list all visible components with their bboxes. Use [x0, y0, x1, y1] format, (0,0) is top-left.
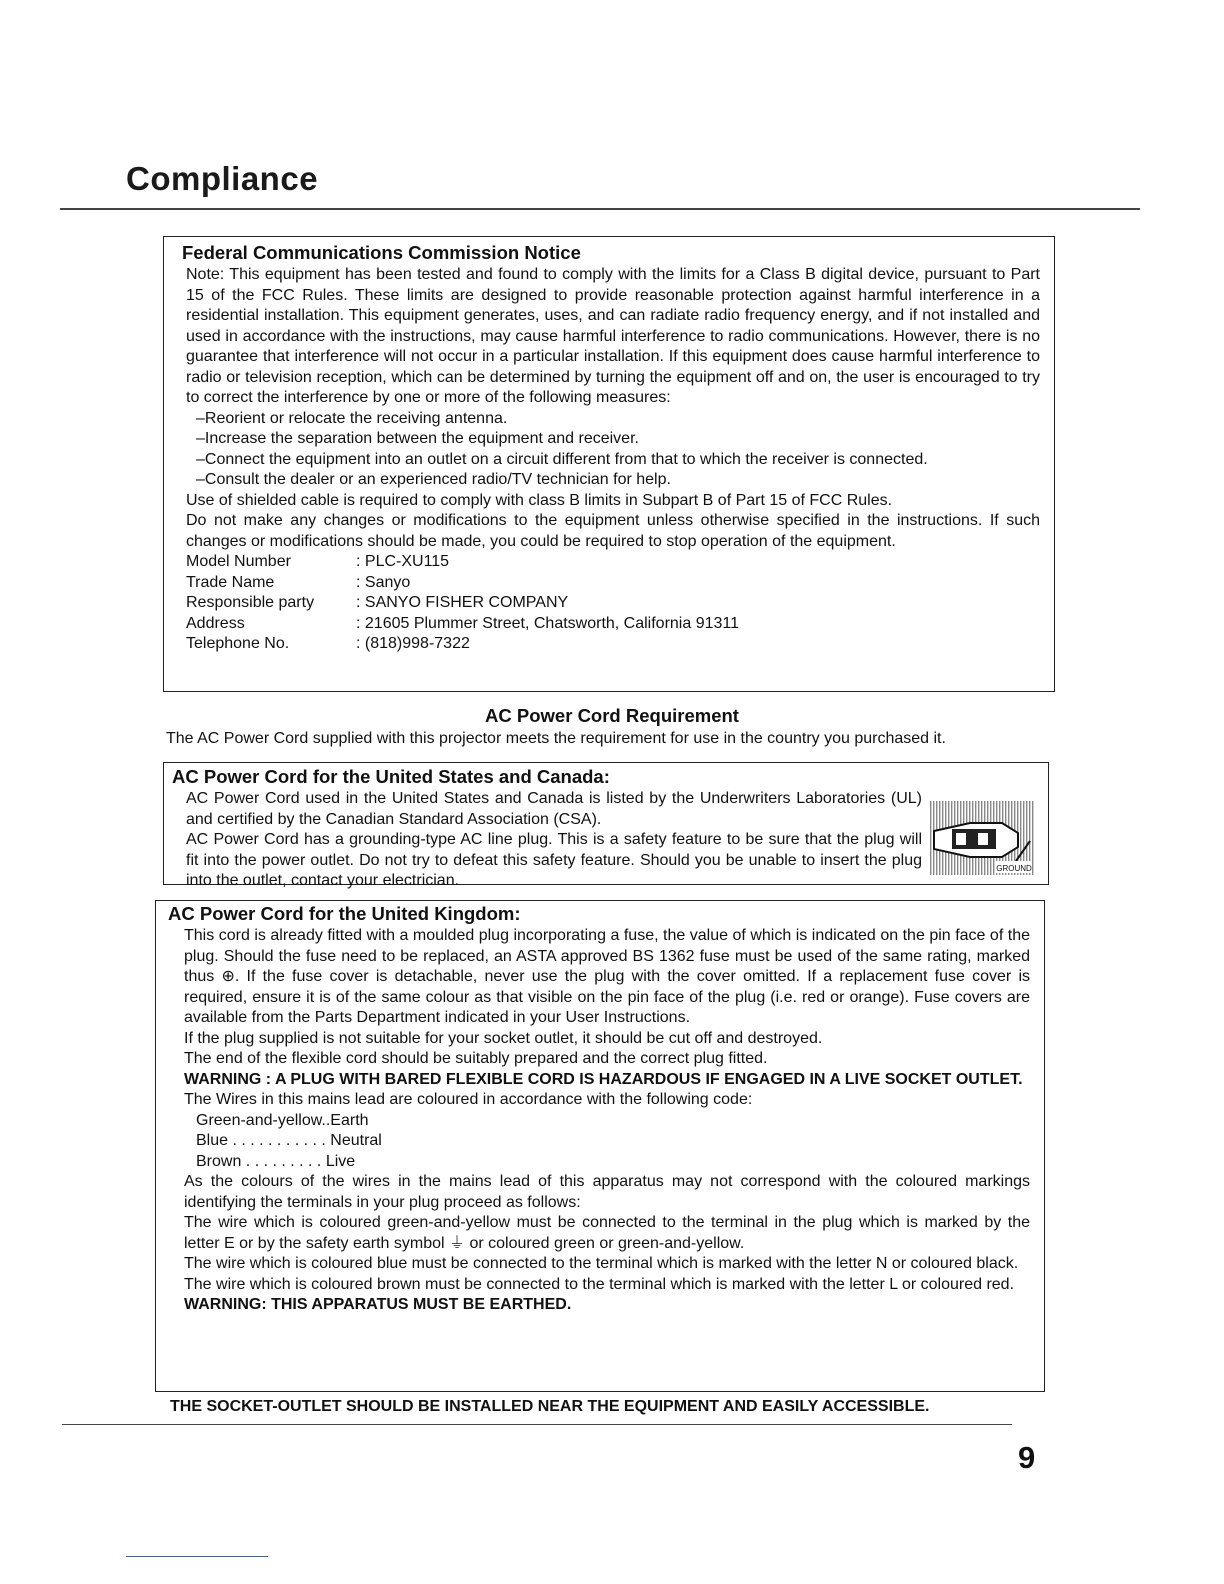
spec-key: Trade Name: [186, 573, 275, 591]
spec-key: Responsible party: [186, 594, 315, 611]
socket-outlet-warning: THE SOCKET-OUTLET SHOULD BE INSTALLED NEAR THE EQUIPMENT AND EASILY ACCESSIBLE.: [170, 1398, 930, 1415]
spec-value: : Sanyo: [356, 573, 411, 591]
fcc-measure: –Increase the separation between the equipment and receiver.: [196, 430, 639, 447]
uk-fuse-info: This cord is already fitted with a moulded plug incorporating a fuse, the value of which is indicated on the pin face of the plug. Should the fuse need to be replaced, an ASTA approved BS 1362 fuse must be used of the same rating, marked thus ⊕. If the fuse cover is detachable, never use the plug with the cover omitted. If a replacement fuse cover is required, ensure it is of the same colour as that visible on the pin face of the plug (i.e. red or orange). Fuse covers are available from the Parts Department indicated in your User Instructions.: [184, 927, 1030, 1026]
spec-key: Telephone No.: [186, 635, 290, 652]
footer-divider: [62, 1424, 1012, 1425]
fcc-title: Federal Communications Commission Notice: [182, 242, 581, 263]
page-title: Compliance: [126, 160, 319, 197]
spec-key: Address: [186, 614, 245, 632]
spec-key: Model Number: [186, 553, 291, 570]
fcc-specs: [186, 552, 1040, 655]
spec-value: : PLC-XU115: [356, 553, 450, 570]
fcc-shielded-cable: Use of shielded cable is required to comply with class B limits in Subpart B of Part 15 of FCC Rules.: [186, 491, 893, 509]
scan-edge-mark: [126, 1556, 268, 1557]
spec-row: [186, 634, 1040, 655]
page-number: 9: [1018, 1440, 1036, 1475]
spec-value: : 21605 Plummer Street, Chatsworth, California 91311: [356, 614, 740, 632]
us-canada-plug-info: AC Power Cord has a grounding-type AC line plug. This is a safety feature to be sure that the plug will fit into the power outlet. Do not try to defeat this safety feature. Should you be unable to insert the plug into the outlet, contact your electrician.: [186, 831, 922, 889]
fcc-changes: Do not make any changes or modifications to the equipment unless otherwise specified in the instructions. If such changes or modifications should be made, you could be required to stop operation of the equipment.: [186, 512, 1040, 550]
wire-code: Blue . . . . . . . . . . . Neutral: [196, 1132, 382, 1149]
uk-title: AC Power Cord for the United Kingdom:: [168, 903, 521, 924]
us-canada-text: [172, 789, 922, 892]
uk-warning-earthed: WARNING: THIS APPARATUS MUST BE EARTHED.: [184, 1296, 572, 1313]
spec-row: [186, 573, 1040, 594]
ac-requirement-intro: The AC Power Cord supplied with this projector meets the requirement for use in the country you purchased it.: [166, 730, 946, 747]
fcc-notice-box: [163, 236, 1055, 692]
ac-requirement-heading: AC Power Cord Requirement: [485, 705, 739, 726]
spec-row: [186, 552, 1040, 573]
us-canada-box: [163, 762, 1049, 889]
spec-row: [186, 593, 1040, 614]
fcc-measures: [186, 409, 1040, 491]
uk-live-wire: The wire which is coloured brown must be connected to the terminal which is marked with the letter L or coloured red.: [184, 1275, 1015, 1293]
title-divider: [60, 208, 1140, 210]
us-canada-body: [172, 789, 1034, 892]
wire-code: Brown . . . . . . . . . Live: [196, 1152, 356, 1170]
uk-plug-unsuitable: If the plug supplied is not suitable for your socket outlet, it should be cut off and destroyed.: [184, 1029, 823, 1047]
uk-colour-note: As the colours of the wires in the mains lead of this apparatus may not correspond with the coloured markings identifying the terminals in your plug proceed as follows:: [184, 1173, 1030, 1211]
uk-box: [155, 900, 1045, 1392]
fcc-measure: –Connect the equipment into an outlet on a circuit different from that to which the receiver is connected.: [196, 450, 928, 468]
fcc-note: Note: This equipment has been tested and found to comply with the limits for a Class B digital device, pursuant to Part 15 of the FCC Rules. These limits are designed to provide reasonable protection against harmful interference in a residential installation. This equipment generates, uses, and can radiate radio frequency energy, and if not installed and used in accordance with the instructions, may cause harmful interference to radio communications. However, there is no guarantee that interference will not occur in a particular installation. If this equipment does cause harmful interference to radio or television reception, which can be determined by turning the equipment off and on, the user is encouraged to try to correct the interference by one or more of the following measures:: [186, 266, 1040, 406]
spec-value: : (818)998-7322: [356, 635, 470, 652]
fcc-measure: –Reorient or relocate the receiving antenna.: [196, 409, 508, 427]
fcc-measure: –Consult the dealer or an experienced radio/TV technician for help.: [196, 471, 671, 488]
uk-cord-end: The end of the flexible cord should be suitably prepared and the correct plug fitted.: [184, 1050, 768, 1067]
grounding-plug-icon: [930, 801, 1034, 875]
uk-neutral-wire: The wire which is coloured blue must be connected to the terminal which is marked with the letter N or coloured black.: [184, 1255, 1019, 1272]
uk-wires-intro: The Wires in this mains lead are coloured in accordance with the following code:: [184, 1091, 753, 1108]
spec-row: [186, 614, 1040, 635]
wire-code: Green-and-yellow..Earth: [196, 1111, 369, 1129]
uk-warning-bared-cord: WARNING : A PLUG WITH BARED FLEXIBLE CORD IS HAZARDOUS IF ENGAGED IN A LIVE SOCKET OUTLET.: [184, 1070, 1023, 1088]
ground-label: GROUND: [996, 864, 1032, 873]
us-canada-listing: AC Power Cord used in the United States and Canada is listed by the Underwriters Laboratories (UL) and certified by the Canadian Standard Association (CSA).: [186, 790, 922, 828]
us-canada-title: AC Power Cord for the United States and Canada:: [172, 766, 610, 787]
uk-body: [168, 926, 1030, 1316]
spec-value: : SANYO FISHER COMPANY: [356, 594, 569, 611]
uk-earth-wire: The wire which is coloured green-and-yellow must be connected to the terminal in the plug which is marked by the letter E or by the safety earth symbol ⏚ or coloured green or green-and-yellow.: [184, 1214, 1030, 1252]
